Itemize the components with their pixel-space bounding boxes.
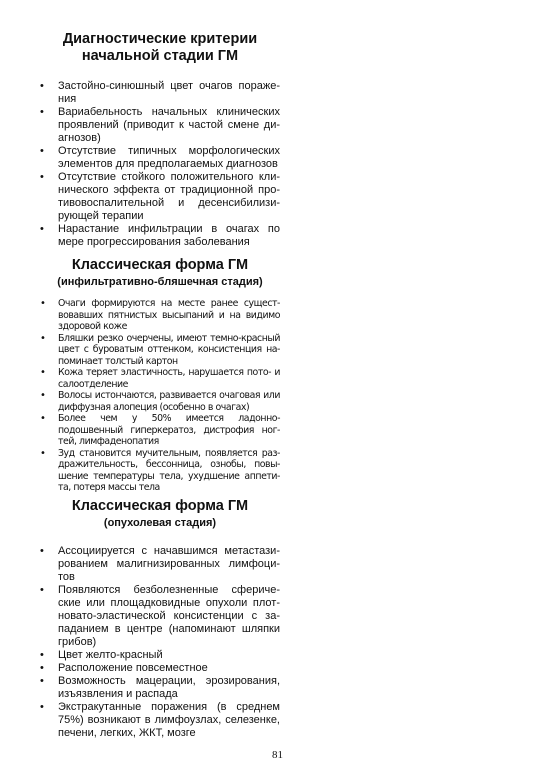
list-item: • Расположение повсеместное	[40, 662, 280, 675]
list-item: • Возможность мацерации, эрозирования, изъязвления и распада	[40, 675, 280, 701]
section-plaque-stage	[40, 257, 280, 494]
page-number: 81	[272, 749, 283, 761]
list-item: • Кожа теряет эластичность, нарушается пото- и салоотделение	[40, 367, 280, 390]
list-item: • Экстракутанные поражения (в среднем 75%) возникают в лимфоузлах, селезенке, печени, легких, ЖКТ, мозге	[40, 701, 280, 740]
list-item: • Очаги формируются на месте ранее сущест-вовавших пятнистых высыпаний и на видимо здоровой коже	[40, 298, 280, 333]
section-title: Диагностические критерии начальной стадии ГМ	[62, 31, 258, 64]
list-item: • Зуд становится мучительным, появляется раз-дражительность, бессонница, ознобы, повы-шение температуры тела, ухудшение аппети-та, потеря массы тела	[40, 448, 280, 494]
list-item: • Более чем у 50% имеется ладонно-подошвенный гиперкератоз, дистрофия ног-тей, лимфаденопатия	[40, 413, 280, 448]
section-tumor-stage	[40, 498, 280, 740]
section-subtitle: (инфильтративно-бляшечная стадия)	[57, 276, 263, 288]
criteria-list	[40, 545, 280, 740]
section-initial-stage	[40, 31, 280, 249]
list-item: • Ассоциируется с начавшимся метастази-рованием малигнизированных лимфоци-тов	[40, 545, 280, 584]
list-item: • Отсутствие типичных морфологических элементов для предполагаемых диагнозов	[40, 145, 280, 171]
section-title: Классическая форма ГМ	[71, 498, 249, 514]
list-item: • Бляшки резко очерчены, имеют темно-красный цвет с буроватым оттенком, консистенция на-поминает толстый картон	[40, 333, 280, 368]
list-item: • Отсутствие стойкого положительного кли-нического эффекта от традиционной про-тивовоспалительной и десенсибилизи-рующей терапии	[40, 171, 280, 223]
list-item: • Появляются безболезненные сфериче-ские или площадковидные опухоли плот-новато-эластической консистенции с за-паданием в центре (напоминают шляпки грибов)	[40, 584, 280, 649]
list-item: • Нарастание инфильтрации в очагах по мере прогрессирования заболевания	[40, 223, 280, 249]
section-title: Классическая форма ГМ	[71, 257, 249, 273]
criteria-list	[40, 298, 280, 494]
list-item: • Цвет желто-красный	[40, 649, 280, 662]
list-item: • Вариабельность начальных клинических проявлений (приводит к частой смене ди-агнозов)	[40, 106, 280, 145]
section-subtitle: (опухолевая стадия)	[103, 517, 217, 529]
criteria-list	[40, 80, 280, 249]
list-item: • Застойно-синюшный цвет очагов пораже-ния	[40, 80, 280, 106]
list-item: • Волосы истончаются, развивается очаговая или диффузная алопеция (особенно в очагах)	[40, 390, 280, 413]
